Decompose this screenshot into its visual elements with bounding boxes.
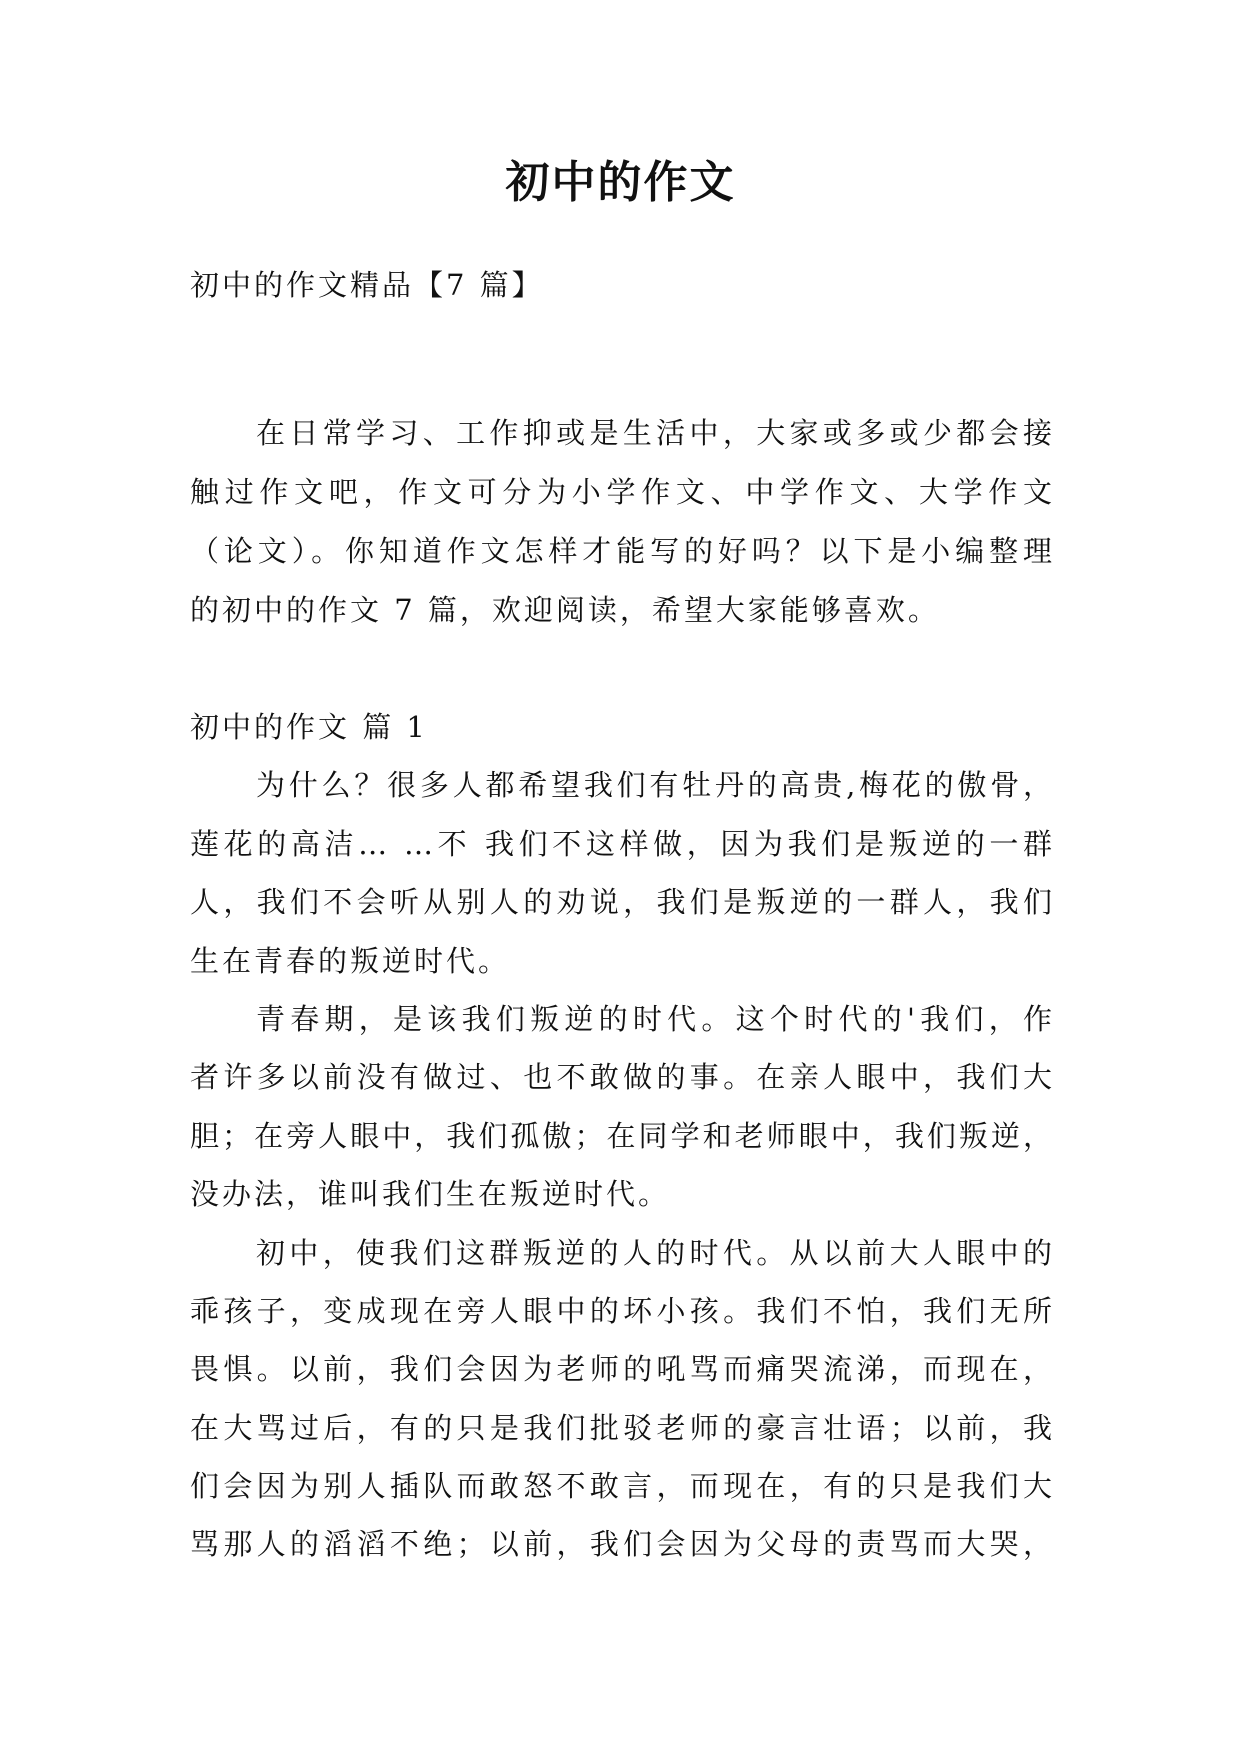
intro-paragraph — [190, 404, 1055, 640]
paragraph-line: 初中，使我们这群叛逆的人的时代。从以前大人眼中的 — [256, 1235, 1055, 1270]
section-heading: 初中的作文 篇 1 — [190, 710, 428, 744]
paragraph-line: 的初中的作文 7 篇，欢迎阅读，希望大家能够喜欢。 — [190, 593, 940, 627]
paragraph-line: 为什么？很多人都希望我们有牡丹的高贵,梅花的傲骨， — [256, 768, 1055, 803]
paragraph-line: 生在青春的叛逆时代。 — [190, 943, 511, 978]
paragraph — [190, 756, 1055, 990]
paragraph-line: 骂那人的滔滔不绝；以前，我们会因为父母的责骂而大哭， — [190, 1527, 1055, 1562]
essay-section — [190, 698, 1055, 1574]
paragraph-line: 莲花的高洁… …不 我们不这样做，因为我们是叛逆的一群 — [190, 826, 1055, 861]
paragraph — [190, 1224, 1055, 1574]
paragraph-line: 在大骂过后，有的只是我们批驳老师的豪言壮语；以前，我 — [190, 1410, 1055, 1445]
paragraph — [190, 990, 1055, 1224]
paragraph-line: 青春期，是该我们叛逆的时代。这个时代的'我们，作 — [256, 1001, 1055, 1036]
paragraph-line: 者许多以前没有做过、也不敢做的事。在亲人眼中，我们大 — [190, 1060, 1055, 1095]
paragraph-line: 没办法，谁叫我们生在叛逆时代。 — [190, 1177, 671, 1212]
paragraph-line: （论文）。你知道作文怎样才能写的好吗？以下是小编整理 — [190, 534, 1055, 568]
paragraph-line: 们会因为别人插队而敢怒不敢言，而现在，有的只是我们大 — [190, 1469, 1055, 1504]
paragraph-line: 在日常学习、工作抑或是生活中，大家或多或少都会接 — [256, 416, 1055, 450]
paragraph-line: 乖孩子，变成现在旁人眼中的坏小孩。我们不怕，我们无所 — [190, 1293, 1055, 1328]
document-title: 初中的作文 — [505, 157, 736, 208]
paragraph-line: 胆；在旁人眼中，我们孤傲；在同学和老师眼中，我们叛逆， — [190, 1118, 1055, 1153]
document-subtitle: 初中的作文精品【7 篇】 — [190, 268, 544, 302]
paragraph-line: 触过作文吧，作文可分为小学作文、中学作文、大学作文 — [190, 475, 1055, 509]
paragraph-line: 畏惧。以前，我们会因为老师的吼骂而痛哭流涕，而现在， — [190, 1352, 1055, 1387]
paragraph-line: 人，我们不会听从别人的劝说，我们是叛逆的一群人，我们 — [190, 885, 1055, 920]
